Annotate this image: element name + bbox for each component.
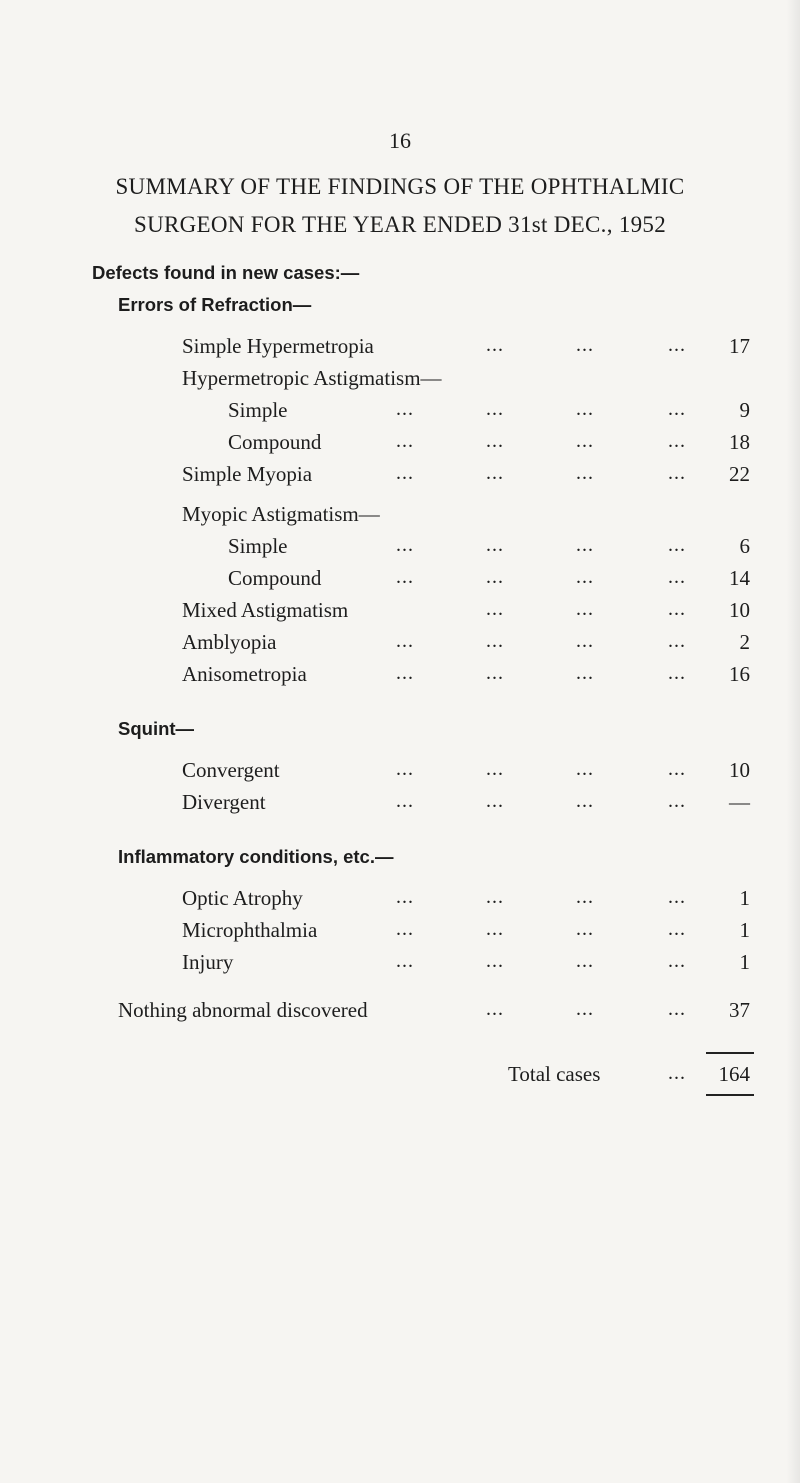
leader-dots: ... bbox=[668, 918, 686, 940]
leader-dots: ... bbox=[576, 630, 594, 652]
leader-dots: ... bbox=[396, 950, 414, 972]
table-row bbox=[0, 366, 800, 396]
page-number: 16 bbox=[389, 128, 411, 153]
row-value: 1 bbox=[739, 886, 750, 910]
leader-dots: ... bbox=[486, 918, 504, 940]
row-value: 6 bbox=[739, 534, 750, 558]
table-row bbox=[0, 758, 800, 788]
row-label: Divergent bbox=[182, 790, 266, 814]
leader-dots: ... bbox=[576, 534, 594, 556]
leader-dots: ... bbox=[486, 462, 504, 484]
table-row bbox=[0, 398, 800, 428]
leader-dots: ... bbox=[486, 662, 504, 684]
leader-dots: ... bbox=[668, 790, 686, 812]
row-value: 1 bbox=[739, 950, 750, 974]
leader-dots: ... bbox=[396, 534, 414, 556]
row-label: Simple bbox=[228, 534, 288, 558]
table-row bbox=[0, 534, 800, 564]
row-value: 22 bbox=[729, 462, 750, 486]
row-value: 2 bbox=[739, 630, 750, 654]
table-row bbox=[0, 790, 800, 820]
total-value: 164 bbox=[718, 1062, 750, 1086]
leader-dots: ... bbox=[486, 598, 504, 620]
leader-dots: ... bbox=[576, 598, 594, 620]
row-value: 14 bbox=[729, 566, 750, 590]
leader-dots: ... bbox=[576, 950, 594, 972]
leader-dots: ... bbox=[396, 758, 414, 780]
row-value: — bbox=[729, 790, 750, 814]
total-label: Total cases bbox=[508, 1062, 601, 1086]
leader-dots: ... bbox=[668, 334, 686, 356]
leader-dots: ... bbox=[576, 462, 594, 484]
leader-dots: ... bbox=[668, 462, 686, 484]
row-label: Myopic Astigmatism— bbox=[182, 502, 380, 526]
title-line-1: SUMMARY OF THE FINDINGS OF THE OPHTHALMIC bbox=[115, 174, 685, 199]
leader-dots: ... bbox=[486, 398, 504, 420]
table-row bbox=[0, 630, 800, 660]
leader-dots: ... bbox=[486, 758, 504, 780]
row-label: Compound bbox=[228, 430, 322, 454]
table-row bbox=[0, 662, 800, 692]
leader-dots: ... bbox=[668, 566, 686, 588]
leader-dots: ... bbox=[576, 662, 594, 684]
leader-dots: ... bbox=[668, 662, 686, 684]
row-value: 10 bbox=[729, 758, 750, 782]
leader-dots: ... bbox=[576, 886, 594, 908]
leader-dots: ... bbox=[486, 430, 504, 452]
row-label: Nothing abnormal discovered bbox=[118, 998, 368, 1022]
leader-dots: ... bbox=[396, 398, 414, 420]
table-row bbox=[0, 918, 800, 948]
row-value: 10 bbox=[729, 598, 750, 622]
leader-dots: ... bbox=[576, 790, 594, 812]
table-row bbox=[0, 886, 800, 916]
leader-dots: ... bbox=[668, 1062, 686, 1084]
leader-dots: ... bbox=[396, 430, 414, 452]
total-row bbox=[0, 1062, 800, 1092]
leader-dots: ... bbox=[668, 430, 686, 452]
leader-dots: ... bbox=[576, 398, 594, 420]
heading-inflammatory: Inflammatory conditions, etc.— bbox=[118, 846, 394, 867]
table-row bbox=[0, 462, 800, 492]
table-row bbox=[0, 998, 800, 1028]
row-value: 9 bbox=[739, 398, 750, 422]
row-label: Simple Hypermetropia bbox=[182, 334, 374, 358]
table-row bbox=[0, 430, 800, 460]
table-row bbox=[0, 502, 800, 532]
leader-dots: ... bbox=[576, 998, 594, 1020]
row-value: 17 bbox=[729, 334, 750, 358]
leader-dots: ... bbox=[396, 918, 414, 940]
leader-dots: ... bbox=[396, 462, 414, 484]
leader-dots: ... bbox=[668, 398, 686, 420]
row-label: Optic Atrophy bbox=[182, 886, 303, 910]
row-label: Anisometropia bbox=[182, 662, 307, 686]
leader-dots: ... bbox=[668, 758, 686, 780]
leader-dots: ... bbox=[486, 790, 504, 812]
row-label: Mixed Astigmatism bbox=[182, 598, 349, 622]
row-label: Simple Myopia bbox=[182, 462, 313, 486]
leader-dots: ... bbox=[486, 998, 504, 1020]
table-row bbox=[0, 598, 800, 628]
leader-dots: ... bbox=[396, 790, 414, 812]
total-rule-top bbox=[706, 1052, 754, 1054]
leader-dots: ... bbox=[576, 918, 594, 940]
leader-dots: ... bbox=[576, 566, 594, 588]
table-row bbox=[0, 950, 800, 980]
heading-defects: Defects found in new cases:— bbox=[92, 262, 360, 283]
row-value: 37 bbox=[729, 998, 750, 1022]
leader-dots: ... bbox=[668, 598, 686, 620]
leader-dots: ... bbox=[668, 534, 686, 556]
row-value: 18 bbox=[729, 430, 750, 454]
title-line-2: SURGEON FOR THE YEAR ENDED 31st DEC., 1952 bbox=[133, 212, 667, 237]
leader-dots: ... bbox=[668, 630, 686, 652]
row-label: Hypermetropic Astigmatism— bbox=[182, 366, 442, 390]
row-label: Amblyopia bbox=[182, 630, 277, 654]
leader-dots: ... bbox=[576, 430, 594, 452]
leader-dots: ... bbox=[486, 566, 504, 588]
table-row bbox=[0, 334, 800, 364]
row-value: 16 bbox=[729, 662, 750, 686]
total-rule-bottom bbox=[706, 1094, 754, 1096]
leader-dots: ... bbox=[576, 334, 594, 356]
leader-dots: ... bbox=[486, 950, 504, 972]
row-label: Convergent bbox=[182, 758, 280, 782]
leader-dots: ... bbox=[396, 630, 414, 652]
leader-dots: ... bbox=[668, 886, 686, 908]
row-label: Compound bbox=[228, 566, 322, 590]
row-label: Microphthalmia bbox=[182, 918, 318, 942]
leader-dots: ... bbox=[486, 630, 504, 652]
leader-dots: ... bbox=[486, 886, 504, 908]
leader-dots: ... bbox=[396, 566, 414, 588]
row-value: 1 bbox=[739, 918, 750, 942]
leader-dots: ... bbox=[668, 998, 686, 1020]
heading-squint: Squint— bbox=[118, 718, 195, 739]
leader-dots: ... bbox=[668, 950, 686, 972]
table-row bbox=[0, 566, 800, 596]
leader-dots: ... bbox=[486, 334, 504, 356]
heading-errors-of-refraction: Errors of Refraction— bbox=[118, 294, 312, 315]
leader-dots: ... bbox=[396, 662, 414, 684]
row-label: Injury bbox=[182, 950, 234, 974]
leader-dots: ... bbox=[576, 758, 594, 780]
row-label: Simple bbox=[228, 398, 288, 422]
leader-dots: ... bbox=[486, 534, 504, 556]
leader-dots: ... bbox=[396, 886, 414, 908]
